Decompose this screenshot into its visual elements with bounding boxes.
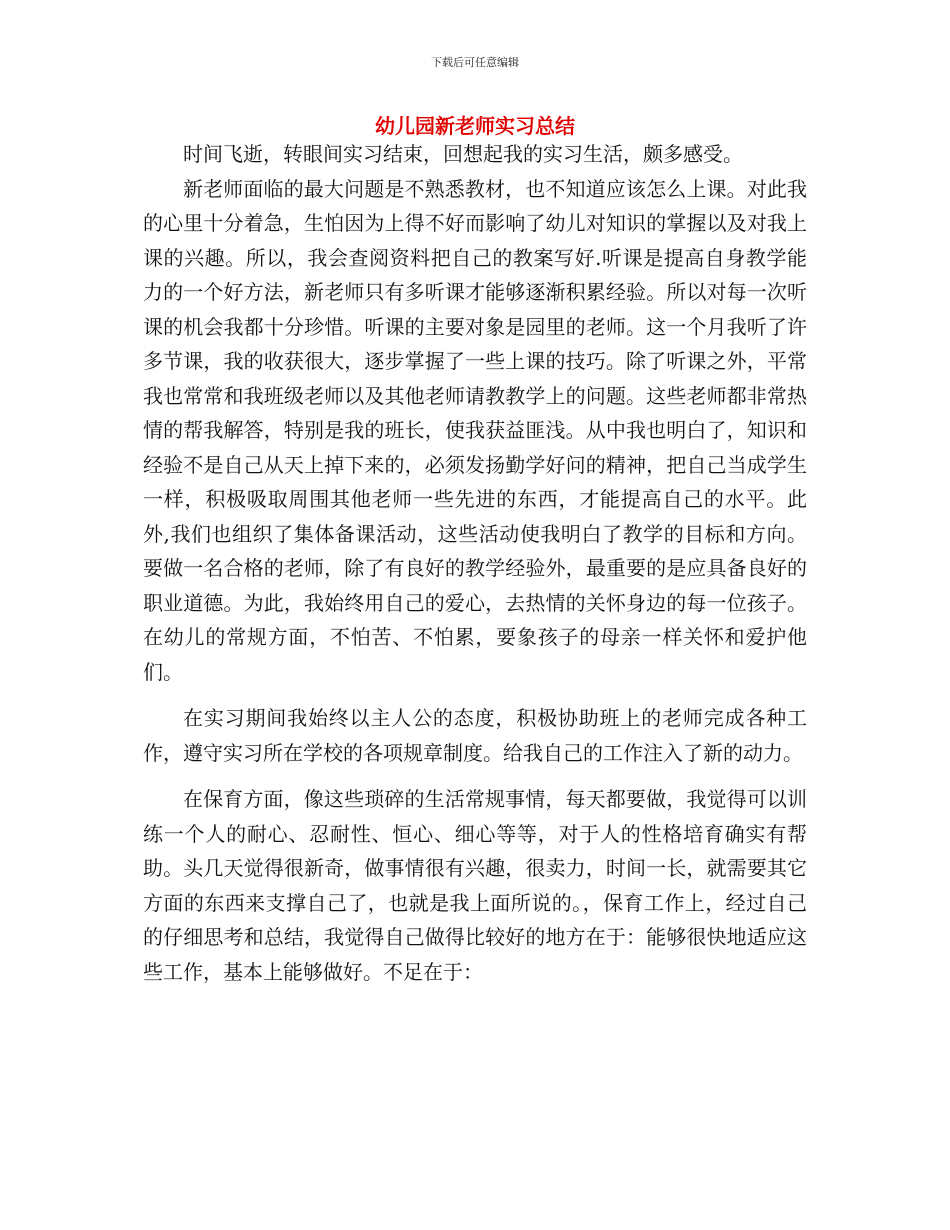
document-body <box>143 137 807 989</box>
paragraph-intro: 时间飞逝，转眼间实习结束，回想起我的实习生活，颇多感受。 <box>183 142 743 166</box>
paragraph-teaching: 新老师面临的最大问题是不熟悉教材，也不知道应该怎么上课。对此我的心里十分着急，生怕因为上得不好而影响了幼儿对知识的掌握以及对我上课的兴趣。所以，我会查阅资料把自己的教案写好.听课是提高自身教学能力的一个好方法，新老师只有多听课才能够逐渐积累经验。所以对每一次听课的机会我都十分珍惜。听课的主要对象是园里的老师。这一个月我听了许多节课，我的收获很大，逐步掌握了一些上课的技巧。除了听课之外，平常我也常常和我班级老师以及其他老师请教教学上的问题。这些老师都非常热情的帮我解答，特别是我的班长，使我获益匪浅。从中我也明白了，知识和经验不是自己从天上掉下来的，必须发扬勤学好问的精神，把自己当成学生一样，积极吸取周围其他老师一些先进的东西，才能提高自己的水平。此外,我们也组织了集体备课活动，这些活动使我明白了教学的目标和方向。要做一名合格的老师，除了有良好的教学经验外，最重要的是应具备良好的职业道德。为此，我始终用自己的爱心，去热情的关怀身边的每一位孩子。在幼儿的常规方面，不怕苦、不怕累，要象孩子的母亲一样关怀和爱护他们。 <box>143 176 807 684</box>
paragraph-care: 在保育方面，像这些琐碎的生活常规事情，每天都要做，我觉得可以训练一个人的耐心、忍耐性、恒心、细心等等，对于人的性格培育确实有帮助。头几天觉得很新奇，做事情很有兴趣，很卖力，时间一长，就需要其它方面的东西来支撑自己了，也就是我上面所说的。，保育工作上，经过自己的仔细思考和总结，我觉得自己做得比较好的地方在于：能够很快地适应这些工作，基本上能够做好。不足在于： <box>143 787 807 984</box>
document-title: 幼儿园新老师实习总结 <box>375 114 575 138</box>
paragraph-attitude: 在实习期间我始终以主人公的态度，积极协助班上的老师完成各种工作，遵守实习所在学校的各项规章制度。给我自己的工作注入了新的动力。 <box>143 706 807 765</box>
page-header-note: 下载后可任意编辑 <box>431 56 519 69</box>
